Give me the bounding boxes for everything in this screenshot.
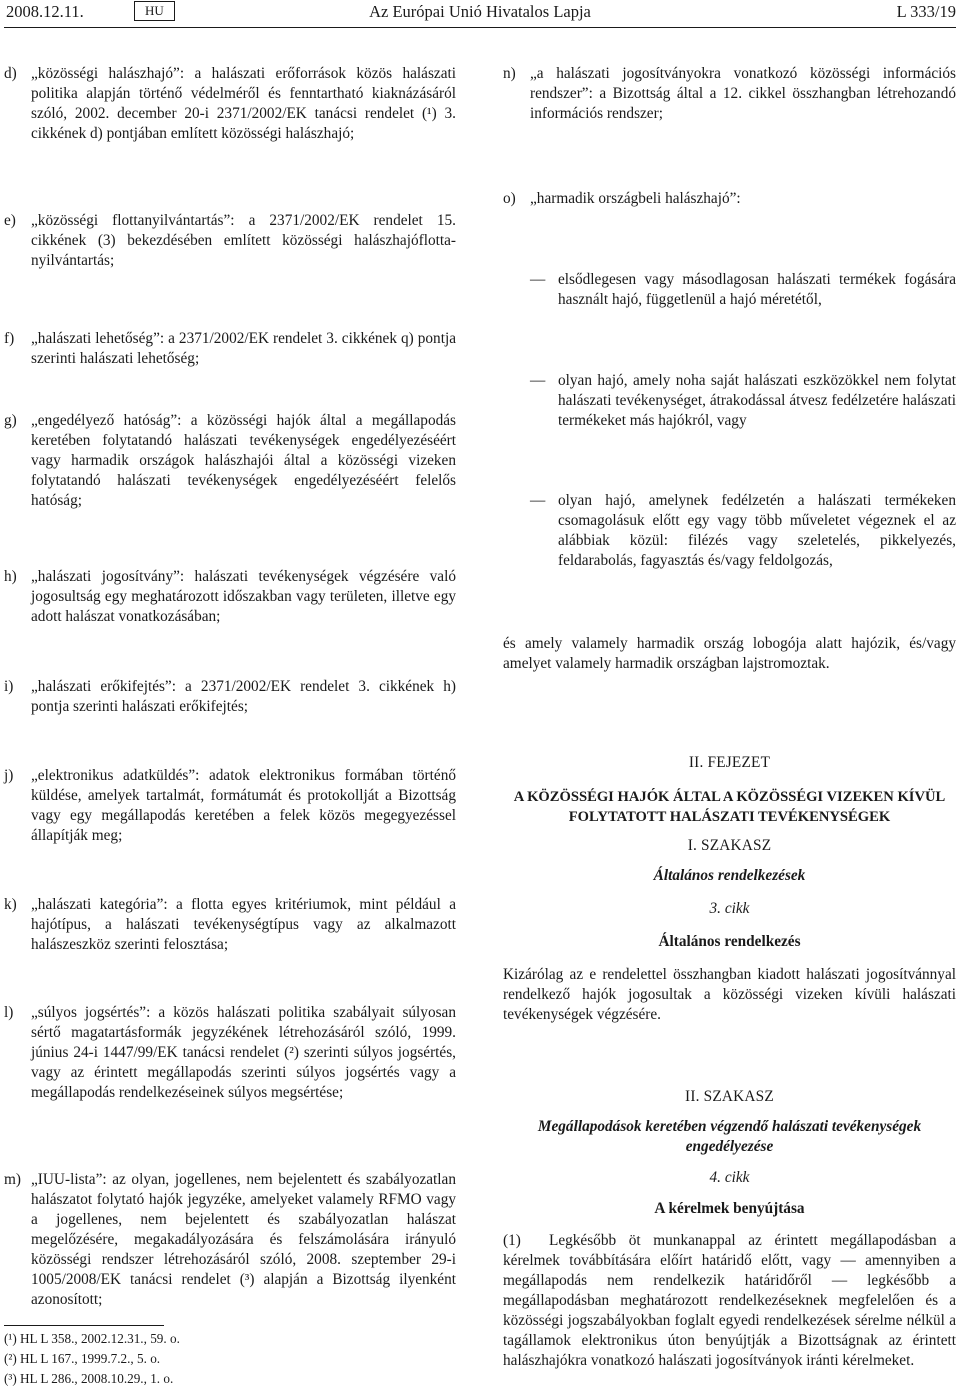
definition-j: j) „elektronikus adatküldés”: adatok elektronikus formában történő küldése, amelyek tartalmát, formátumát és protokollját a Bizottság vagy egy megállapodás keretében a felek közös megegyezéssel állapítják meg; [4,767,456,844]
closing-clause: és amely valamely harmadik ország lobogója alatt hajózik, és/vagy amelyet valamely harmadik országban lajstromoztak. [503,635,956,672]
article-3-label: 3. cikk [709,900,750,917]
section-2-title: Megállapodások keretében végzendő halászati tevékenységek engedélyezése [537,1118,922,1155]
footnote-3: (³) HL L 286., 2008.10.29., 1. o. [4,1371,174,1386]
language-badge: HU [134,1,175,21]
dash-item-3: — olyan hajó, amelynek fedélzetén a halászati termékeken csomagolásuk előtt egy vagy több műveletet végeznek el az alábbiak közül: filézés vagy szeletelés, pikkelyezés, feldarabolás, fagyasztás és/vagy feldolgozás, [530,492,956,569]
footnote-divider [4,1325,164,1326]
article-4-label: 4. cikk [709,1169,750,1186]
footnote-2: (²) HL L 167., 1999.7.2., 5. o. [4,1351,161,1366]
chapter-title: A KÖZÖSSÉGI HAJÓK ÁLTAL A KÖZÖSSÉGI VIZEKEN KÍVÜL FOLYTATOTT HALÁSZATI TEVÉKENYSÉGEK [513,789,946,825]
publication-date: 2008.12.11. [6,2,84,21]
page-number: L 333/19 [896,2,956,21]
dash-item-1: — elsődlegesen vagy másodlagosan halászati termékek fogására használt hajó, függetlenül a hajó méretétől, [530,271,956,308]
article-3-text: Kizárólag az e rendelettel összhangban kiadott halászati jogosítvánnyal rendelkező hajók jogosultak a közösségi vizeken kívüli halászati tevékenységek végzésére. [503,966,956,1023]
definition-k: k) „halászati kategória”: a flotta egyes kritériumok, mint például a hajótípus, a halászati tevékenységtípus vagy az alkalmazott halászeszköz szerinti felosztása; [4,896,456,953]
header-divider [4,27,956,28]
chapter-label: II. FEJEZET [688,754,771,771]
definition-l: l) „súlyos jogsértés”: a közös halászati politika szabályait súlyosan sértő magatartásformák jegyzékének létrehozásáról szóló, 1999. június 24-i 1447/99/EK tanácsi rendelet (²) szerinti súlyos jogsértés, vagy az érintett megállapodás szerinti súlyos jogsértés vagy a megállapodás rendelkezéseinek súlyos megsértése; [4,1004,456,1101]
article-3-title: Általános rendelkezés [658,933,801,950]
definition-h: h) „halászati jogosítvány”: halászati tevékenységek végzésére való jogosultság egy meghatározott időszakban vagy területen, illetve egy adott halászat vonatkozásában; [4,568,456,625]
definition-n: n) „a halászati jogosítványokra vonatkozó közösségi információs rendszer”: a Bizottság által a 12. cikkel összhangban létrehozandó információs rendszer; [503,65,956,122]
article-4-paragraph-1: (1) Legkésőbb öt munkanappal az érintett megállapodásban a kérelmek továbbítására előírt határidő előtt, vagy — amennyiben a megállapodás nem rendelkezik határidőről — legkésőbb a megállapodásban meghatározott rendelkezéseknek megfelelően és a közösségi jogszabályokban foglalt egyedi rendelkezések sérelme nélkül a tagállamok elektronikus úton benyújtják a Bizottságnak az érintett halászhajókra vonatkozó halászati jogosítványok iránti kérelmeket. [503,1232,956,1369]
definition-i: i) „halászati erőkifejtés”: a 2371/2002/EK rendelet 3. cikkének h) pontja szerinti halászati erőkifejtés; [4,678,456,715]
dash-item-2: — olyan hajó, amely noha saját halászati eszközökkel nem folytat halászati tevékenységet, átrakodással átvesz fedélzetére halászati termékeket más hajókról, vagy [530,372,956,429]
definition-o: o) „harmadik országbeli halászhajó”: [503,190,741,207]
section-1-label: I. SZAKASZ [687,837,772,854]
definition-e: e) „közösségi flottanyilvántartás”: a 2371/2002/EK rendelet 15. cikkének (3) bekezdésében említett közösségi halászhajóflotta-nyilvántartás; [4,212,456,269]
section-1-title: Általános rendelkezések [653,867,806,884]
definition-d: d) „közösségi halászhajó”: a halászati erőforrások közös halászati politika alapján történő védelméről és fenntartható kiaknázásáról szóló, 2002. december 20-i 2371/2002/EK tanácsi rendelet (¹) 3. cikkének d) pontjában említett közösségi halászhajó; [4,65,456,142]
section-2-label: II. SZAKASZ [685,1088,774,1105]
article-4-title: A kérelmek benyújtása [654,1200,805,1217]
definition-m: m) „IUU-lista”: az olyan, jogellenes, nem bejelentett és szabályozatlan halászatot folytató hajók jegyzéke, amelyeket valamely RFMO vagy a jogellenes, nem bejelentett és szabályozatlan halászat megelőzésére, megakadályozására és felszámolására irányuló közösségi rendszer létrehozásáról szóló, 2008. szeptember 29-i 1005/2008/EK tanácsi rendelet (³) alapján a Bizottság ilyenként azonosított; [4,1171,456,1308]
definition-g: g) „engedélyező hatóság”: a közösségi hajók által a megállapodás keretében folytatandó halászati tevékenységek engedélyezéséért vagy harmadik országok halászhajói által a közösségi vizeken folytatandó halászati tevékenységek engedélyezéséért felelős hatóság; [4,412,456,509]
page-header [0,0,960,30]
definition-f: f) „halászati lehetőség”: a 2371/2002/EK rendelet 3. cikkének q) pontja szerinti halászati lehetőség; [4,330,456,367]
footnote-1: (¹) HL L 358., 2002.12.31., 59. o. [4,1331,180,1346]
journal-title: Az Európai Unió Hivatalos Lapja [369,2,591,21]
